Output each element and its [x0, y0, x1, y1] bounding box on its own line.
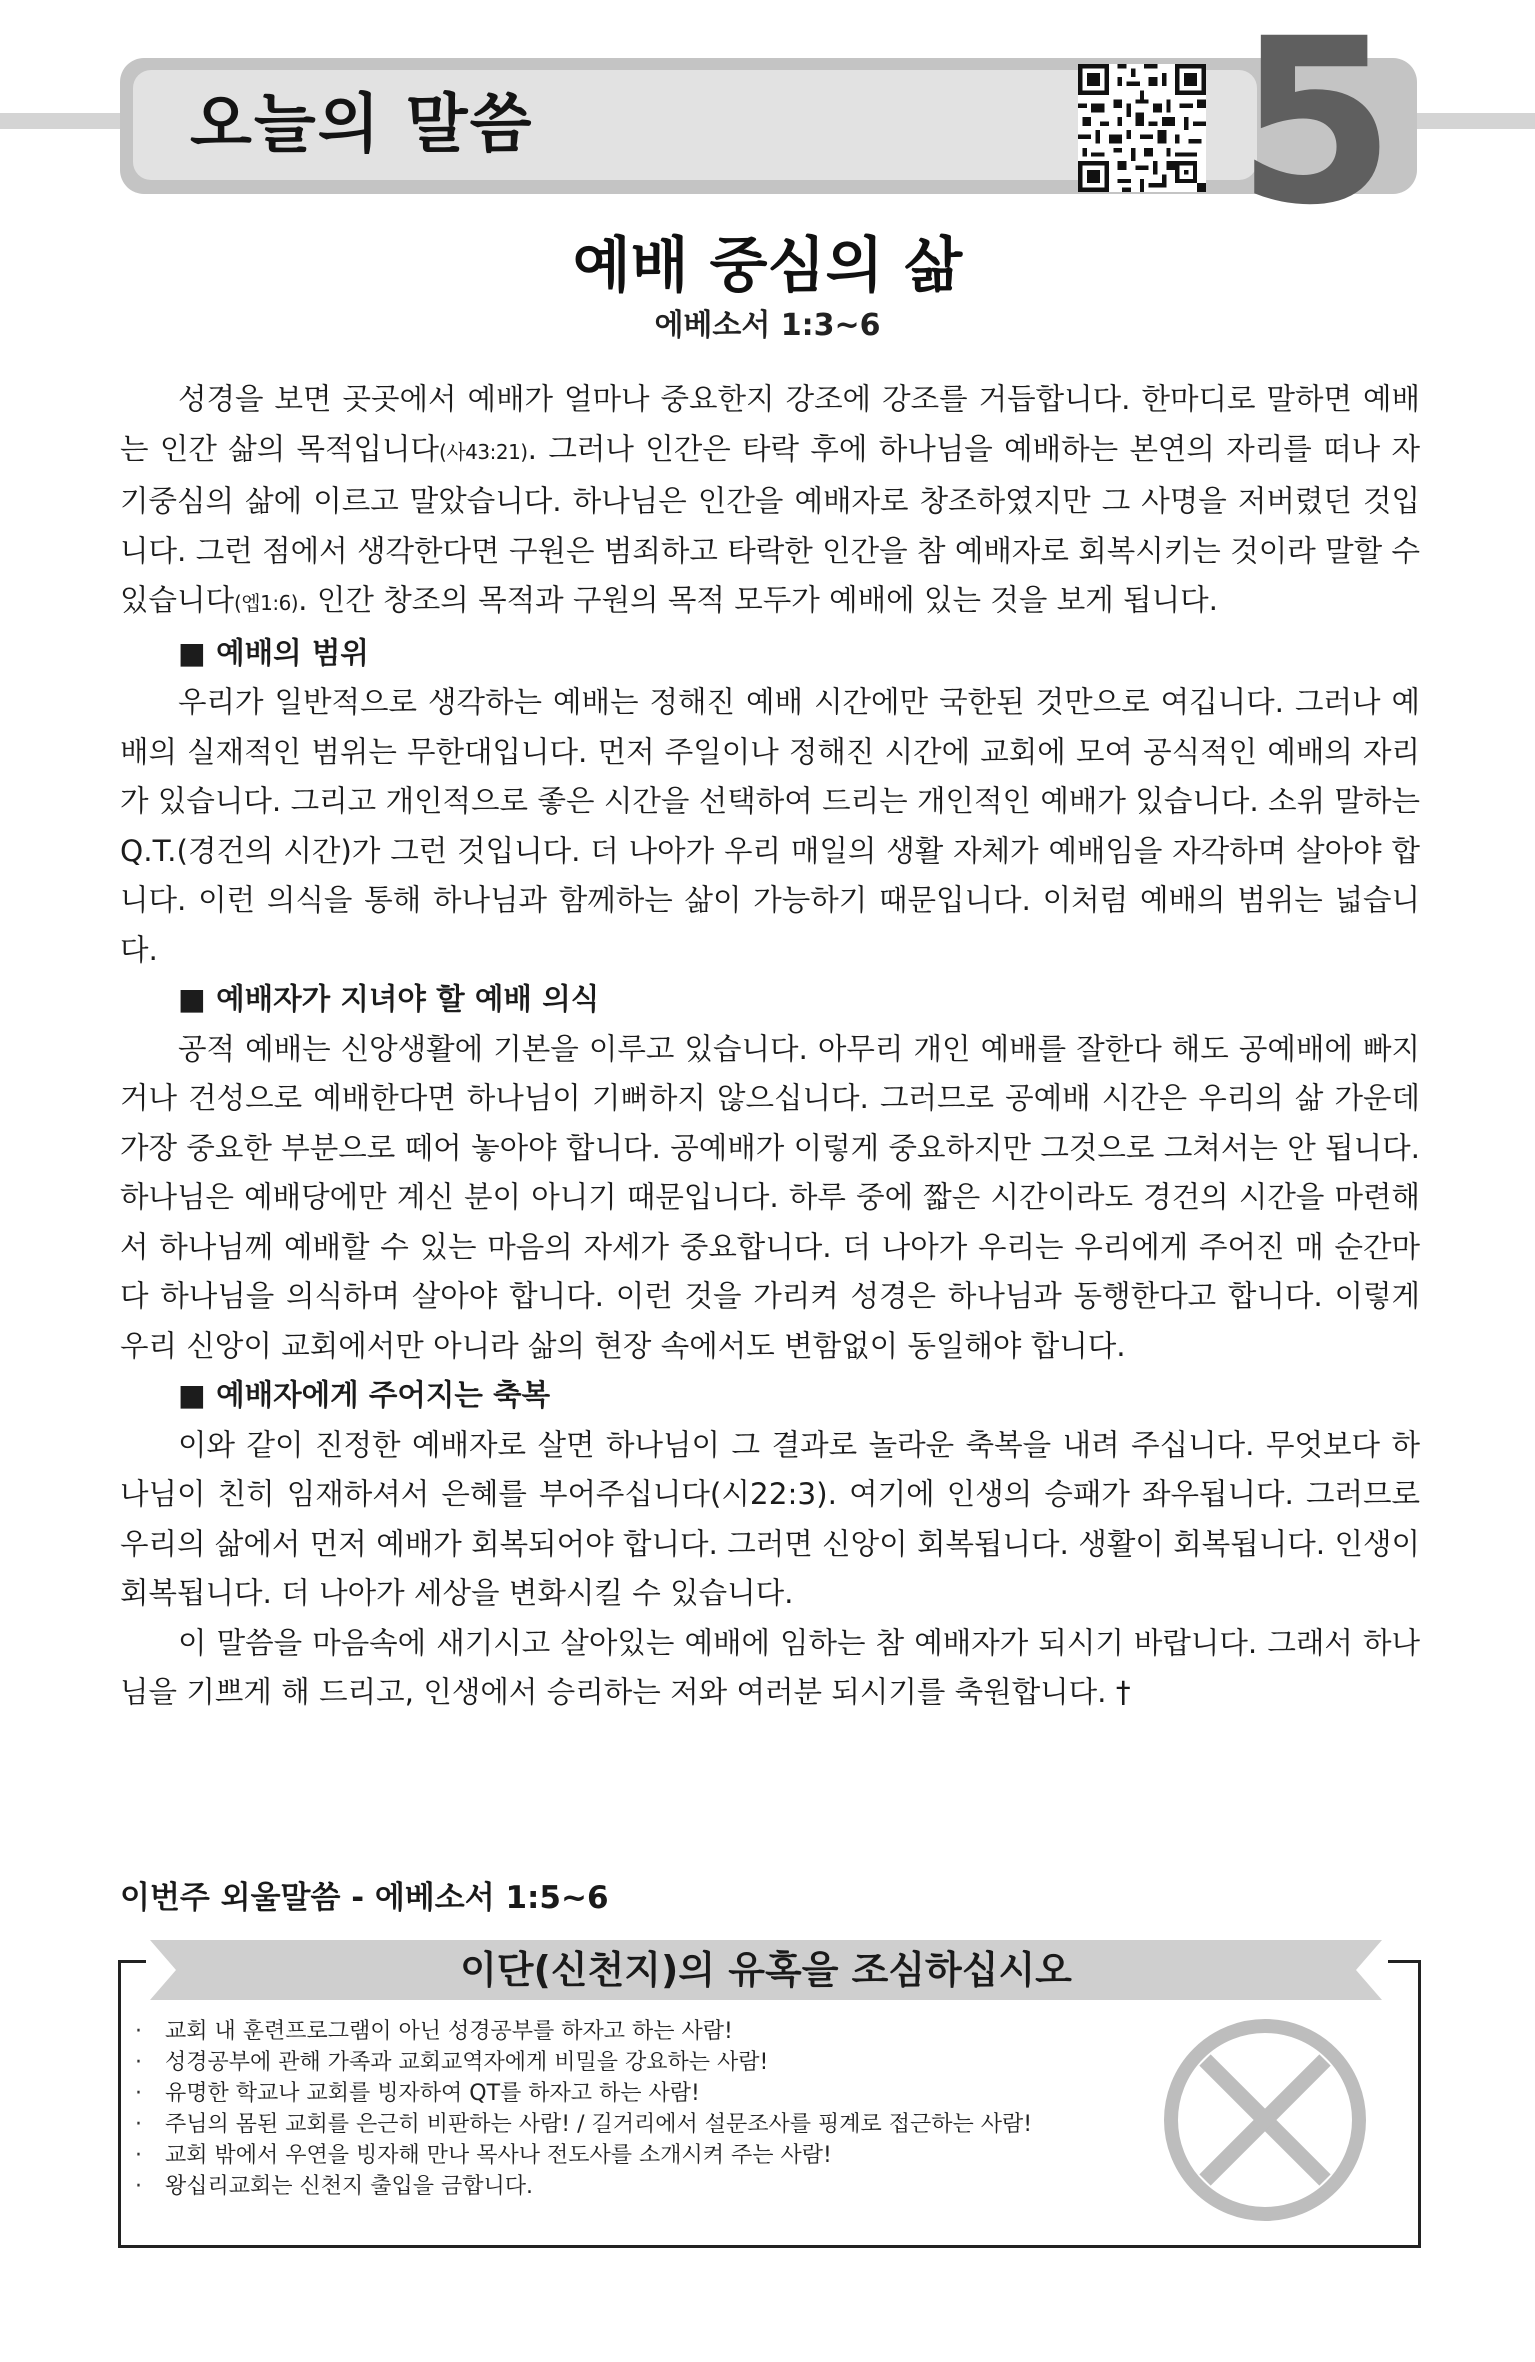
scripture-ref: (사43:21)	[439, 439, 528, 464]
subheading: ■ 예배자에게 주어지는 축복	[178, 1378, 551, 1412]
scripture-ref: (엡1:6)	[234, 591, 299, 615]
paragraph-text: 성경을 보면 곳곳에서 예배가 얼마나 중요한지 강조에 강조를 거듭합니다. 한마디로 말하면 예배는 인간 삶의 목적입니다	[120, 382, 1420, 466]
paragraph-text: . 인간 창조의 목적과 구원의 목적 모두가 예배에 있는 것을 보게 됩니다.	[298, 583, 1218, 617]
list-item	[135, 2016, 1032, 2047]
paragraph: 우리가 일반적으로 생각하는 예배는 정해진 예배 시간에만 국한된 것만으로 여깁니다. 그러나 예배의 실재적인 범위는 무한대입니다. 먼저 주일이나 정해진 시간에 교회에 모여 공식적인 예배의 자리가 있습니다. 그리고 개인적으로 좋은 시간을 선택하여 드리는 개인적인 예배가 있습니다. 소위 말하는 Q.T.(경건의 시간)가 그런 것입니다. 더 나아가 우리 매일의 생활 자체가 예배임을 자각하며 살아야 합니다. 이런 의식을 통해 하나님과 함께하는 삶이 가능하기 때문입니다. 이처럼 예배의 범위는 넓습니다.	[120, 685, 1420, 967]
list-item	[135, 2109, 1032, 2140]
list-item	[135, 2078, 1032, 2109]
list-item-text: 성경공부에 관해 가족과 교회교역자에게 비밀을 강요하는 사람!	[165, 2050, 769, 2075]
bullet: ·	[135, 2112, 142, 2137]
sermon-reference: 에베소서 1:3~6	[654, 308, 881, 343]
list-item	[135, 2171, 1032, 2202]
bullet: ·	[135, 2050, 142, 2075]
box-corner	[1388, 1960, 1418, 1963]
list-item	[135, 2140, 1032, 2171]
list-item-text: 교회 밖에서 우연을 빙자해 만나 목사나 전도사를 소개시켜 주는 사람!	[165, 2143, 832, 2168]
bullet: ·	[135, 2143, 142, 2168]
warning-list	[135, 2016, 1032, 2202]
list-item-text: 교회 내 훈련프로그램이 아닌 성경공부를 하자고 하는 사람!	[165, 2019, 733, 2044]
sermon-body	[120, 375, 1420, 1718]
paragraph: 이와 같이 진정한 예배자로 살면 하나님이 그 결과로 놀라운 축복을 내려 주십니다. 무엇보다 하나님이 친히 임재하셔서 은혜를 부어주십니다(시22:3). 여기에 인생의 승패가 좌우됩니다. 그러므로 우리의 삶에서 먼저 예배가 회복되어야 합니다. 그러면 신앙이 회복됩니다. 생활이 회복됩니다. 인생이 회복됩니다. 더 나아가 세상을 변화시킬 수 있습니다.	[120, 1427, 1420, 1610]
bullet: ·	[135, 2174, 142, 2199]
warning-title: 이단(신천지)의 유혹을 조심하십시오	[460, 1948, 1072, 1992]
list-item-text: 왕십리교회는 신천지 출입을 금합니다.	[165, 2174, 534, 2199]
paragraph	[120, 375, 1420, 629]
bullet: ·	[135, 2081, 142, 2106]
subheading: ■ 예배자가 지녀야 할 예배 의식	[178, 982, 600, 1016]
subheading: ■ 예배의 범위	[178, 635, 369, 670]
list-item-text: 유명한 학교나 교회를 빙자하여 QT를 하자고 하는 사람!	[165, 2081, 700, 2106]
box-corner	[118, 1960, 146, 1963]
weekly-memory-verse: 이번주 외울말씀 - 에베소서 1:5~6	[120, 1880, 609, 1916]
sermon-title: 예배 중심의 삶	[572, 231, 963, 301]
section-title: 오늘의 말씀	[190, 88, 534, 162]
page-number: 5	[1236, 0, 1396, 255]
bullet: ·	[135, 2019, 142, 2044]
paragraph-text: . 그러나 인간은 타락 후에 하나님을 예배하는 본연의 자리를 떠나 자기중심의 삶에 이르고 말았습니다. 하나님은 인간을 예배자로 창조하였지만 그 사명을 저버렸던 것입니다. 그런 점에서 생각한다면 구원은 범죄하고 타락한 인간을 참 예배자로 회복시키는 것이라 말할 수 있습니다	[120, 431, 1420, 617]
list-item-text: 주님의 몸된 교회를 은근히 비판하는 사람! / 길거리에서 설문조사를 핑계로 접근하는 사람!	[165, 2112, 1033, 2137]
qr-code-icon[interactable]	[1078, 64, 1206, 192]
list-item	[135, 2047, 1032, 2078]
prohibited-x-icon	[1160, 2015, 1370, 2225]
paragraph: 공적 예배는 신앙생활에 기본을 이루고 있습니다. 아무리 개인 예배를 잘한다 해도 공예배에 빠지거나 건성으로 예배한다면 하나님이 기뻐하지 않으십니다. 그러므로 공예배 시간은 우리의 삶 가운데 가장 중요한 부분으로 떼어 놓아야 합니다. 공예배가 이렇게 중요하지만 그것으로 그쳐서는 안 됩니다. 하나님은 예배당에만 계신 분이 아니기 때문입니다. 하루 중에 짧은 시간이라도 경건의 시간을 마련해서 하나님께 예배할 수 있는 마음의 자세가 중요합니다. 더 나아가 우리는 우리에게 주어진 매 순간마다 하나님을 의식하며 살아야 합니다. 이런 것을 가리켜 성경은 하나님과 동행한다고 합니다. 이렇게 우리 신앙이 교회에서만 아니라 삶의 현장 속에서도 변함없이 동일해야 합니다.	[120, 1031, 1420, 1363]
paragraph: 이 말씀을 마음속에 새기시고 살아있는 예배에 임하는 참 예배자가 되시기 바랍니다. 그래서 하나님을 기쁘게 해 드리고, 인생에서 승리하는 저와 여러분 되시기를 축원합니다. †	[120, 1625, 1420, 1709]
